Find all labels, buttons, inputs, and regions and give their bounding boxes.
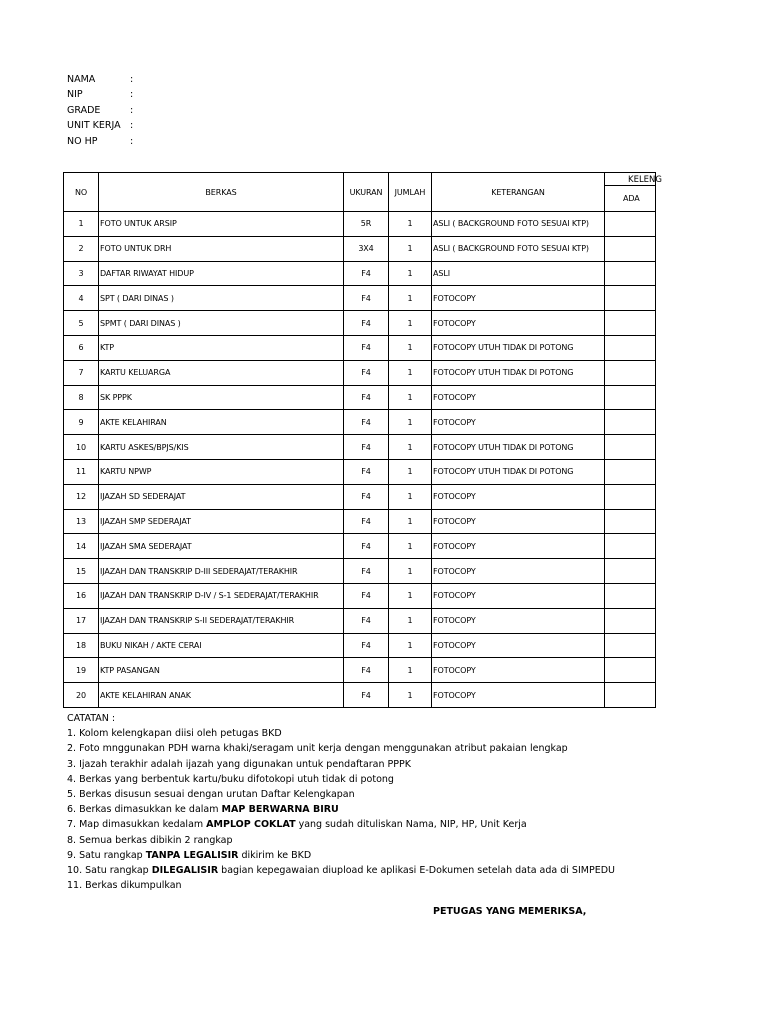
header-no: NO [64,173,99,212]
cell-berkas: BUKU NIKAH / AKTE CERAI [99,633,344,658]
cell-berkas: IJAZAH DAN TRANSKRIP D-III SEDERAJAT/TERAKHIR [99,559,344,584]
field-separator: : [130,74,134,85]
header-ada: ADA [605,186,656,212]
cell-ada-checkbox[interactable] [605,608,656,633]
cell-jumlah: 1 [389,410,432,435]
field-row-nama [67,72,133,87]
header-berkas: BERKAS [99,173,344,212]
cell-berkas: IJAZAH SMP SEDERAJAT [99,509,344,534]
note-item [67,802,615,817]
cell-berkas: FOTO UNTUK DRH [99,236,344,261]
note-item [67,878,615,893]
field-separator: : [130,104,134,116]
header-fields [67,72,133,149]
cell-ukuran: F4 [344,534,389,559]
cell-ukuran: F4 [344,311,389,336]
cell-keterangan: FOTOCOPY [432,410,605,435]
note-text: 3. Ijazah terakhir adalah ijazah yang digunakan untuk pendaftaran PPPK [67,758,411,770]
field-row-nip [67,87,133,102]
table-row [64,335,656,360]
header-keterangan: KETERANGAN [432,173,605,212]
note-text-tail: bagian kepegawaian diupload ke aplikasi E-Dokumen setelah data ada di SIMPEDU [218,865,615,877]
table-row [64,435,656,460]
cell-keterangan: FOTOCOPY UTUH TIDAK DI POTONG [432,459,605,484]
cell-jumlah: 1 [389,509,432,534]
cell-berkas: SK PPPK [99,385,344,410]
cell-no: 18 [64,633,99,658]
kelengkapan-header-label: KELENG [628,175,662,185]
cell-jumlah: 1 [389,658,432,683]
note-item [67,757,615,772]
cell-ukuran: F4 [344,509,389,534]
cell-no: 8 [64,385,99,410]
cell-no: 19 [64,658,99,683]
cell-ukuran: F4 [344,335,389,360]
cell-berkas: KTP PASANGAN [99,658,344,683]
field-label: UNIT KERJA [67,120,121,132]
cell-keterangan: FOTOCOPY [432,484,605,509]
note-text: 4. Berkas yang berbentuk kartu/buku difotokopi utuh tidak di potong [67,773,394,785]
table-header-row [64,173,656,186]
cell-no: 3 [64,261,99,286]
cell-ada-checkbox[interactable] [605,335,656,360]
table-row [64,311,656,336]
note-item [67,817,615,832]
cell-ukuran: F4 [344,459,389,484]
cell-no: 4 [64,286,99,311]
table-row [64,212,656,237]
field-label: NO HP [67,135,98,147]
cell-ada-checkbox[interactable] [605,459,656,484]
table-row [64,385,656,410]
notes-section [67,711,615,893]
cell-berkas: AKTE KELAHIRAN ANAK [99,683,344,708]
cell-ukuran: 3X4 [344,236,389,261]
table-body [64,212,656,708]
table-row [64,633,656,658]
cell-ada-checkbox[interactable] [605,435,656,460]
cell-keterangan: FOTOCOPY [432,509,605,534]
cell-ukuran: F4 [344,484,389,509]
field-separator: : [130,135,134,147]
cell-no: 10 [64,435,99,460]
cell-jumlah: 1 [389,559,432,584]
note-text-tail: yang sudah dituliskan Nama, NIP, HP, Unit Kerja [295,819,527,831]
field-row-no-hp [67,134,133,149]
cell-ukuran: F4 [344,261,389,286]
cell-no: 17 [64,608,99,633]
cell-berkas: KARTU KELUARGA [99,360,344,385]
cell-ada-checkbox[interactable] [605,311,656,336]
cell-no: 6 [64,335,99,360]
cell-no: 14 [64,534,99,559]
field-row-unit-kerja [67,118,133,133]
cell-berkas: IJAZAH SMA SEDERAJAT [99,534,344,559]
cell-no: 11 [64,459,99,484]
note-item [67,848,615,863]
cell-ada-checkbox[interactable] [605,212,656,237]
cell-ukuran: F4 [344,385,389,410]
cell-berkas: FOTO UNTUK ARSIP [99,212,344,237]
cell-no: 12 [64,484,99,509]
berkas-table [63,172,656,708]
note-text-tail: dikirim ke BKD [238,849,312,861]
note-item [67,863,615,878]
cell-no: 5 [64,311,99,336]
cell-jumlah: 1 [389,360,432,385]
cell-ukuran: F4 [344,435,389,460]
cell-ada-checkbox[interactable] [605,583,656,608]
note-text: 6. Berkas dimasukkan ke dalam [67,804,222,816]
field-label: GRADE [67,104,101,116]
table-row [64,658,656,683]
cell-berkas: KARTU NPWP [99,459,344,484]
cell-ada-checkbox[interactable] [605,658,656,683]
cell-ada-checkbox[interactable] [605,559,656,584]
cell-keterangan: FOTOCOPY [432,583,605,608]
cell-keterangan: FOTOCOPY [432,683,605,708]
field-label: NAMA [67,74,96,85]
signature-label: PETUGAS YANG MEMERIKSA, [433,906,587,917]
cell-ada-checkbox[interactable] [605,261,656,286]
note-item [67,741,615,756]
cell-keterangan: ASLI [432,261,605,286]
cell-ada-checkbox[interactable] [605,360,656,385]
cell-berkas: SPMT ( DARI DINAS ) [99,311,344,336]
cell-keterangan: ASLI ( BACKGROUND FOTO SESUAI KTP) [432,236,605,261]
cell-keterangan: FOTOCOPY [432,559,605,584]
cell-berkas: IJAZAH SD SEDERAJAT [99,484,344,509]
cell-jumlah: 1 [389,385,432,410]
cell-berkas: KARTU ASKES/BPJS/KIS [99,435,344,460]
note-item [67,772,615,787]
header-jumlah: JUMLAH [389,173,432,212]
field-row-grade [67,103,133,118]
cell-keterangan: FOTOCOPY [432,534,605,559]
cell-keterangan: FOTOCOPY [432,385,605,410]
note-emphasis: TANPA LEGALISIR [145,849,239,861]
header-kelengkapan [605,173,656,186]
cell-ada-checkbox[interactable] [605,385,656,410]
table-row [64,534,656,559]
cell-berkas: DAFTAR RIWAYAT HIDUP [99,261,344,286]
cell-keterangan: FOTOCOPY [432,311,605,336]
note-item [67,726,615,741]
cell-ukuran: F4 [344,608,389,633]
cell-ukuran: F4 [344,559,389,584]
table-row [64,459,656,484]
cell-jumlah: 1 [389,484,432,509]
cell-berkas: IJAZAH DAN TRANSKRIP S-II SEDERAJAT/TERAKHIR [99,608,344,633]
cell-ukuran: F4 [344,360,389,385]
table-row [64,410,656,435]
cell-jumlah: 1 [389,633,432,658]
cell-jumlah: 1 [389,261,432,286]
cell-keterangan: ASLI ( BACKGROUND FOTO SESUAI KTP) [432,212,605,237]
field-separator: : [130,89,134,101]
cell-keterangan: FOTOCOPY UTUH TIDAK DI POTONG [432,435,605,460]
cell-no: 13 [64,509,99,534]
note-item [67,787,615,802]
cell-ada-checkbox[interactable] [605,509,656,534]
note-emphasis: AMPLOP COKLAT [206,819,296,831]
cell-ada-checkbox[interactable] [605,484,656,509]
table-row [64,683,656,708]
note-text: 10. Satu rangkap [67,865,152,877]
cell-ukuran: 5R [344,212,389,237]
cell-ukuran: F4 [344,633,389,658]
cell-berkas: AKTE KELAHIRAN [99,410,344,435]
cell-no: 16 [64,583,99,608]
cell-jumlah: 1 [389,236,432,261]
table-row [64,509,656,534]
cell-jumlah: 1 [389,608,432,633]
note-text: 8. Semua berkas dibikin 2 rangkap [67,834,233,846]
table-row [64,286,656,311]
cell-keterangan: FOTOCOPY [432,633,605,658]
cell-jumlah: 1 [389,311,432,336]
note-text: 1. Kolom kelengkapan diisi oleh petugas BKD [67,728,282,740]
note-text: 11. Berkas dikumpulkan [67,880,182,892]
cell-jumlah: 1 [389,335,432,360]
cell-no: 20 [64,683,99,708]
note-text: 5. Berkas disusun sesuai dengan urutan Daftar Kelengkapan [67,789,355,801]
cell-keterangan: FOTOCOPY [432,286,605,311]
field-label: NIP [67,89,83,101]
cell-keterangan: FOTOCOPY UTUH TIDAK DI POTONG [432,335,605,360]
note-text: 7. Map dimasukkan kedalam [67,819,207,831]
cell-berkas: IJAZAH DAN TRANSKRIP D-IV / S-1 SEDERAJAT/TERAKHIR [99,583,344,608]
cell-ada-checkbox[interactable] [605,683,656,708]
cell-jumlah: 1 [389,583,432,608]
cell-jumlah: 1 [389,683,432,708]
table-row [64,608,656,633]
field-separator: : [130,120,134,132]
note-emphasis: MAP BERWARNA BIRU [221,804,339,816]
cell-ada-checkbox[interactable] [605,410,656,435]
header-ukuran: UKURAN [344,173,389,212]
cell-berkas: SPT ( DARI DINAS ) [99,286,344,311]
cell-ukuran: F4 [344,583,389,608]
notes-list [67,726,615,893]
note-emphasis: DILEGALISIR [151,865,219,877]
cell-jumlah: 1 [389,286,432,311]
cell-ada-checkbox[interactable] [605,286,656,311]
note-text: 2. Foto mnggunakan PDH warna khaki/seragam unit kerja dengan menggunakan atribut pakaian lengkap [67,743,568,755]
cell-jumlah: 1 [389,459,432,484]
cell-jumlah: 1 [389,534,432,559]
cell-ukuran: F4 [344,658,389,683]
cell-jumlah: 1 [389,212,432,237]
cell-ada-checkbox[interactable] [605,534,656,559]
table-row [64,484,656,509]
table-row [64,583,656,608]
table-row [64,261,656,286]
cell-berkas: KTP [99,335,344,360]
table-row [64,559,656,584]
cell-ukuran: F4 [344,683,389,708]
table-row [64,360,656,385]
cell-ada-checkbox[interactable] [605,236,656,261]
table-row [64,236,656,261]
cell-keterangan: FOTOCOPY [432,658,605,683]
cell-ada-checkbox[interactable] [605,633,656,658]
cell-no: 9 [64,410,99,435]
cell-no: 2 [64,236,99,261]
cell-keterangan: FOTOCOPY UTUH TIDAK DI POTONG [432,360,605,385]
cell-keterangan: FOTOCOPY [432,608,605,633]
note-item [67,833,615,848]
cell-jumlah: 1 [389,435,432,460]
cell-ukuran: F4 [344,286,389,311]
cell-no: 15 [64,559,99,584]
cell-no: 7 [64,360,99,385]
cell-no: 1 [64,212,99,237]
cell-ukuran: F4 [344,410,389,435]
notes-title: CATATAN : [67,713,116,724]
note-text: 9. Satu rangkap [67,849,146,861]
